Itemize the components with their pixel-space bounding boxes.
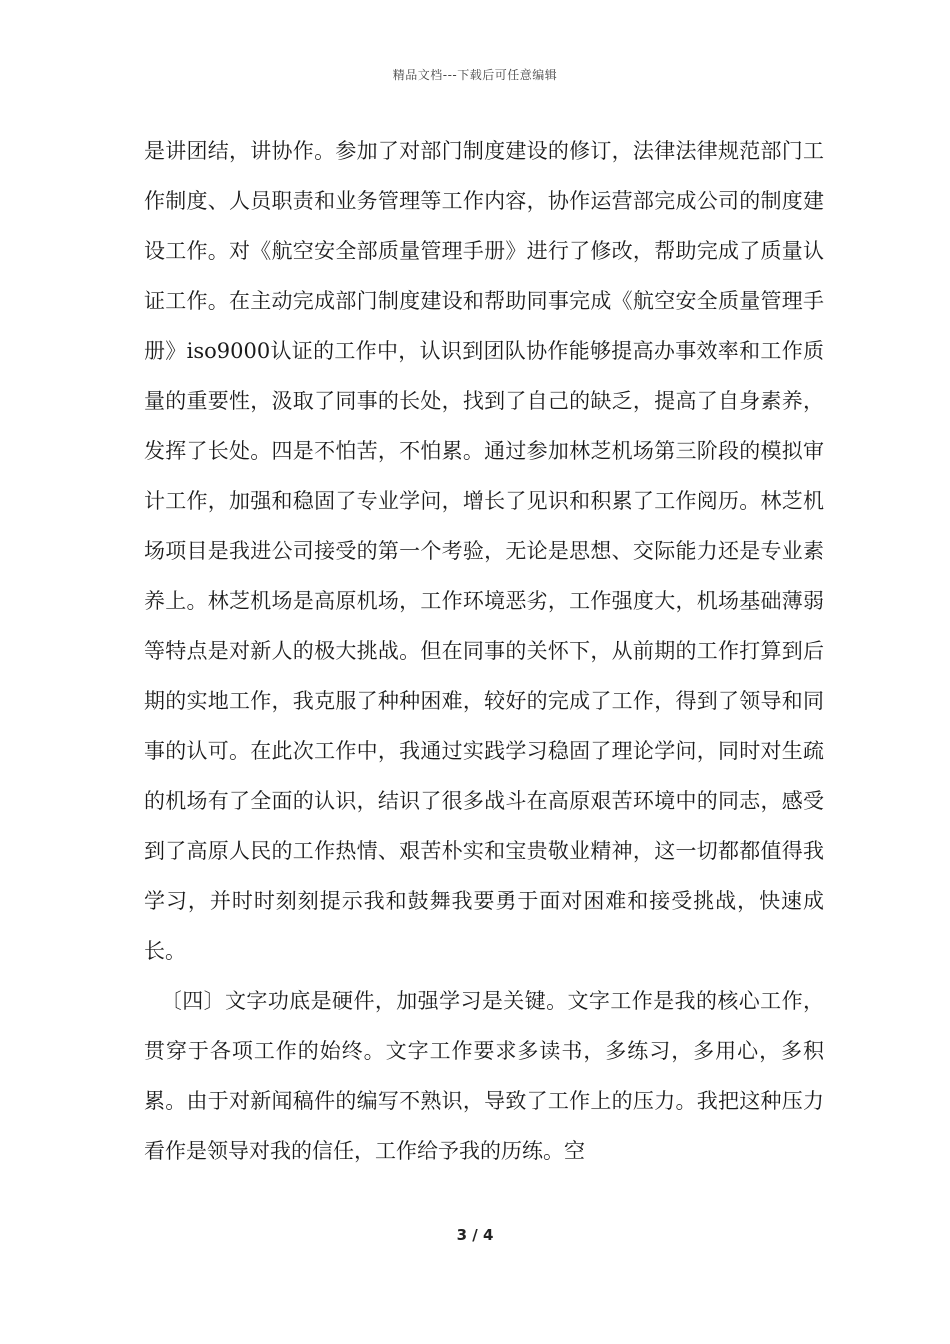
paragraph: 〔四〕文字功底是硬件，加强学习是关键。文字工作是我的核心工作，贯穿于各项工作的始终。文字工作要求多读书，多练习，多用心，多积累。由于对新闻稿件的编写不熟识，导致了工作上的压力。我把这种压力看作是领导对我的信任，工作给予我的历练。空 [144, 989, 824, 1163]
paragraph: 是讲团结，讲协作。参加了对部门制度建设的修订，法律法律规范部门工作制度、人员职责和业务管理等工作内容，协作运营部完成公司的制度建设工作。对《航空安全部质量管理手册》进行了修改，帮助完成了质量认证工作。在主动完成部门制度建设和帮助同事完成《航空安全质量管理手册》iso9000认证的工作中，认识到团队协作能够提高办事效率和工作质量的重要性，汲取了同事的长处，找到了自己的缺乏，提高了自身素养，发挥了长处。四是不怕苦，不怕累。通过参加林芝机场第三阶段的模拟审计工作，加强和稳固了专业学问，增长了见识和积累了工作阅历。林芝机场项目是我进公司接受的第一个考验，无论是思想、交际能力还是专业素养上。林芝机场是高原机场，工作环境恶劣，工作强度大，机场基础薄弱等特点是对新人的极大挑战。但在同事的关怀下，从前期的工作打算到后期的实地工作，我克服了种种困难，较好的完成了工作，得到了领导和同事的认可。在此次工作中，我通过实践学习稳固了理论学问，同时对生疏的机场有了全面的认识，结识了很多战斗在高原艰苦环境中的同志，感受到了高原人民的工作热情、艰苦朴实和宝贵敬业精神，这一切都都值得我学习，并时时刻刻提示我和鼓舞我要勇于面对困难和接受挑战，快速成长。 [144, 139, 824, 963]
page-number: 3 / 4 [456, 1226, 494, 1244]
document-body [144, 126, 824, 1176]
page-header: 精品文档---下载后可任意编辑 [392, 68, 558, 82]
